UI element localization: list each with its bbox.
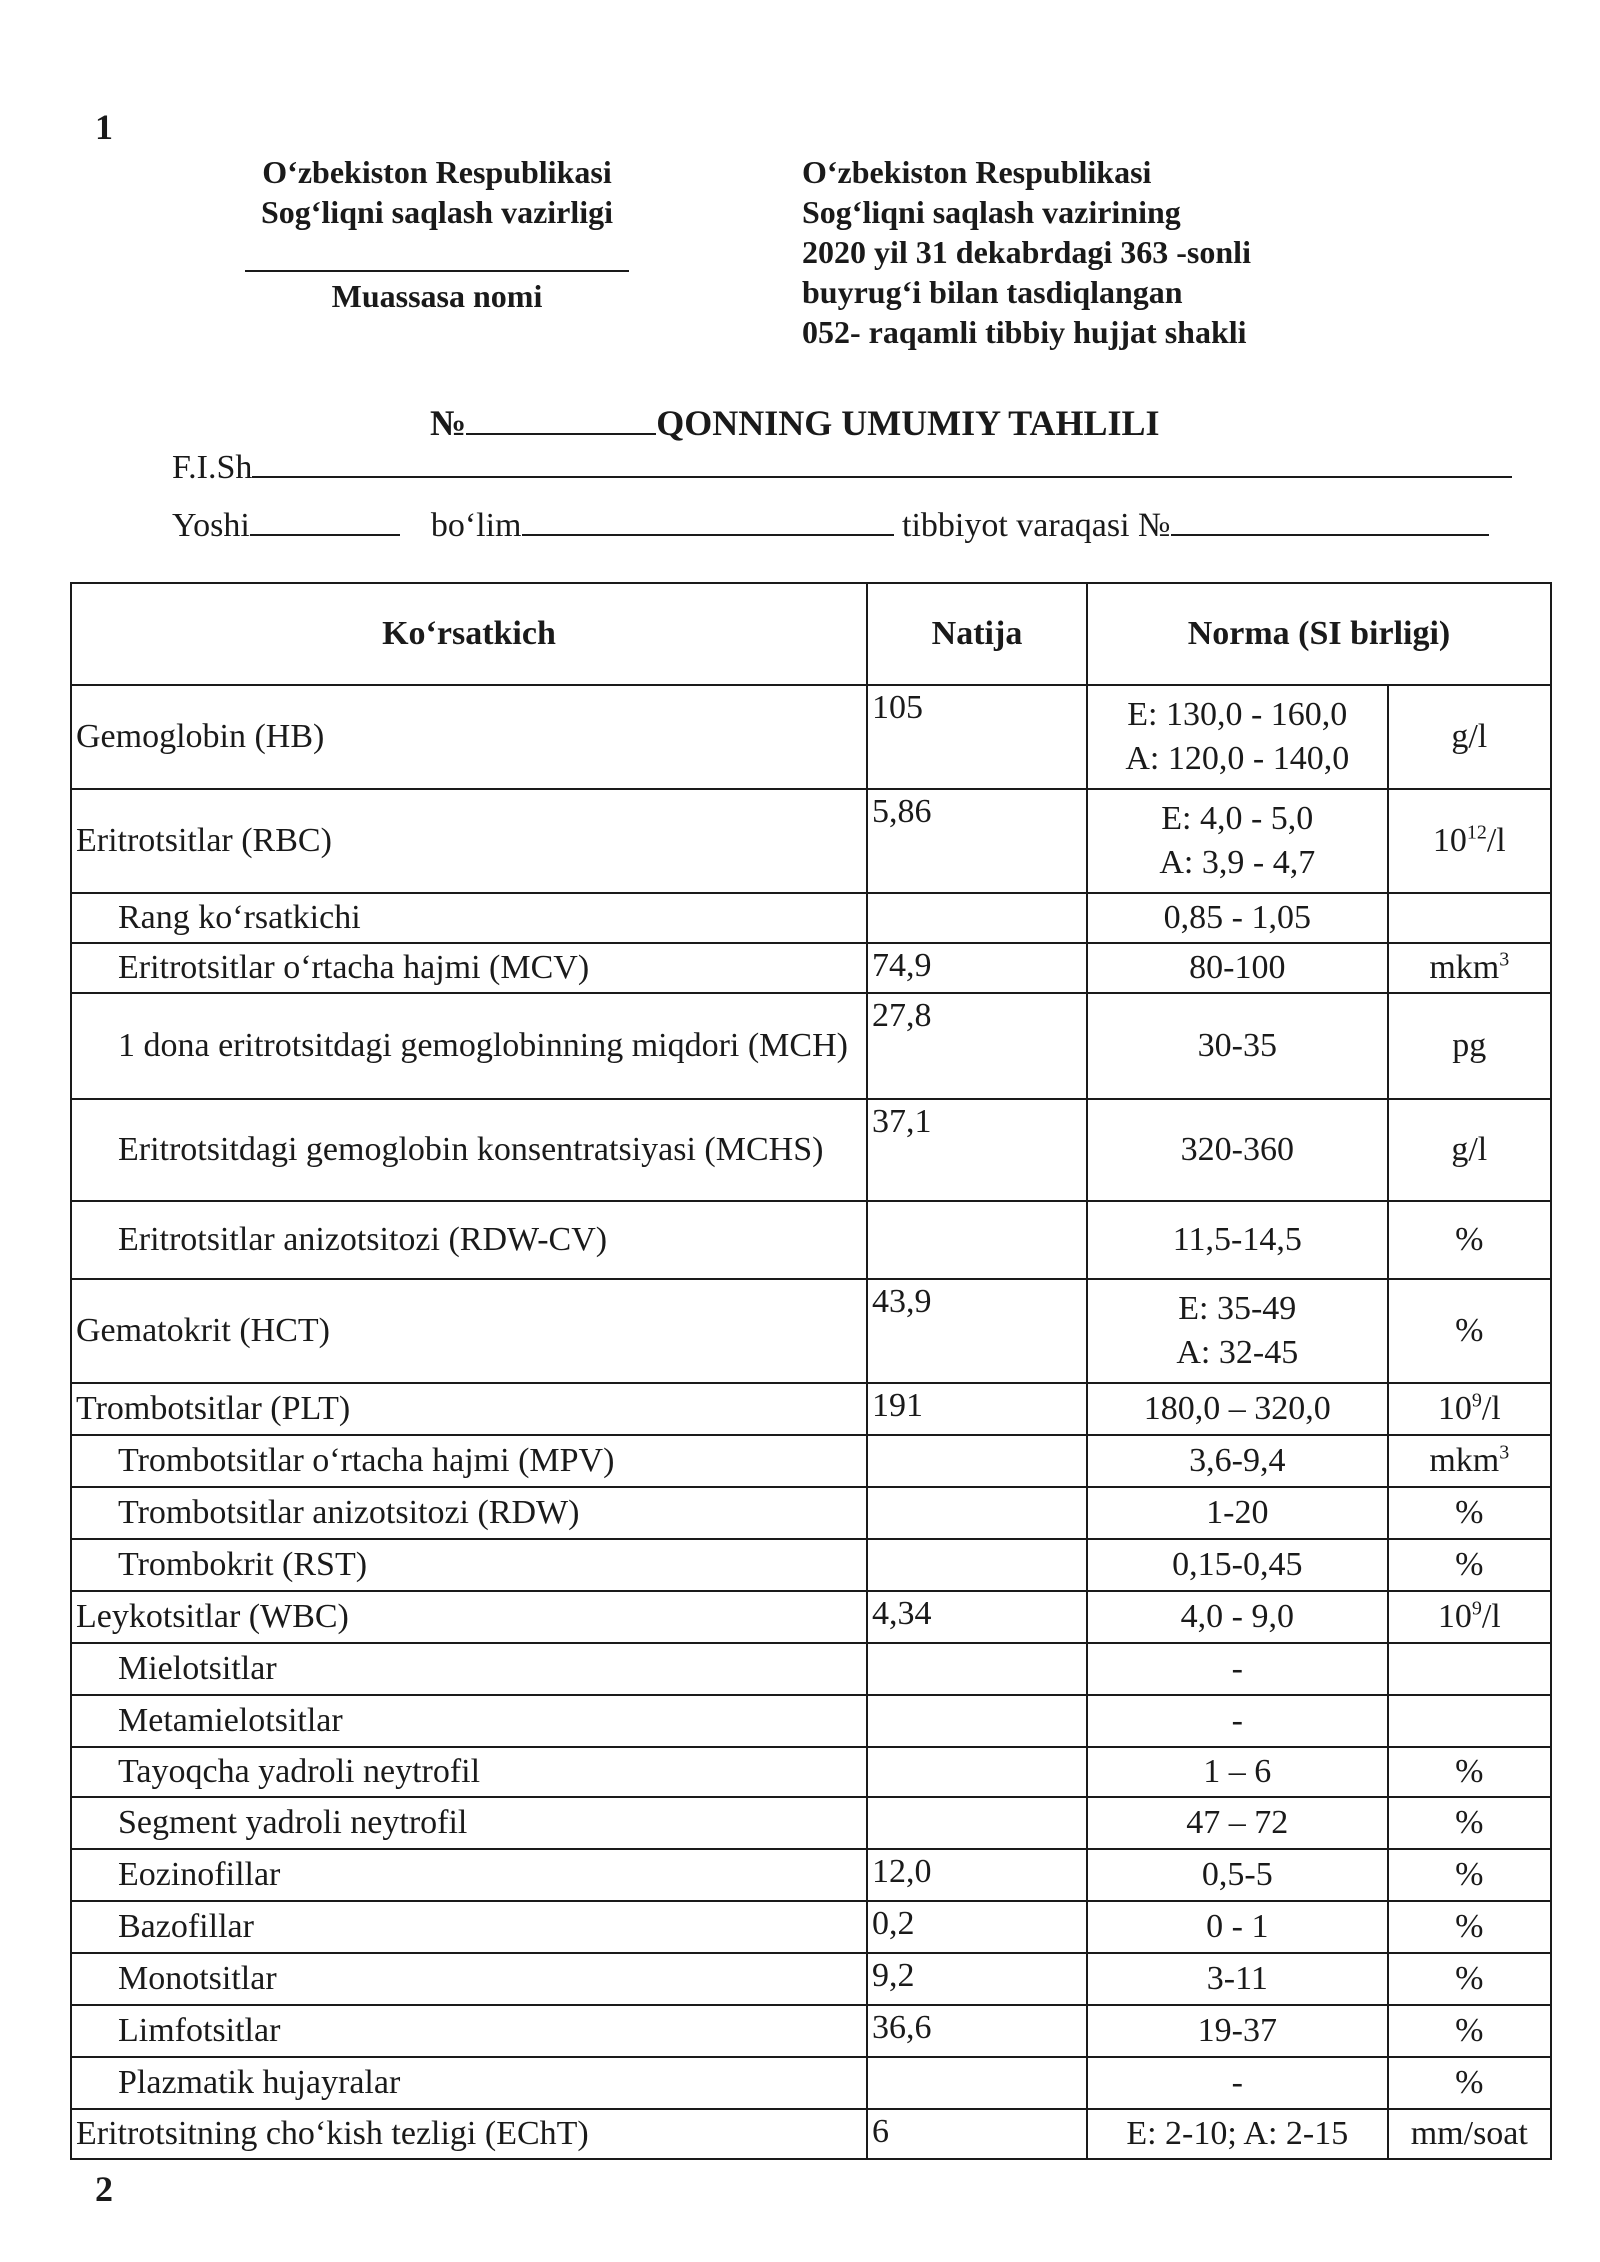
unit: %	[1388, 1953, 1551, 2005]
page-number-bottom: 2	[95, 2169, 113, 2209]
indicator-name: Segment yadroli neytrofil	[71, 1797, 867, 1849]
header-right-line1: O‘zbekiston Respublikasi	[802, 154, 1152, 190]
norm-range: 19-37	[1087, 2005, 1388, 2057]
unit: %	[1388, 1487, 1551, 1539]
norm-female: A: 3,9 - 4,7	[1159, 844, 1316, 881]
result-value[interactable]	[867, 1487, 1087, 1539]
norm-range: 11,5-14,5	[1087, 1201, 1388, 1279]
result-value[interactable]: 5,86	[867, 789, 1087, 893]
record-label: tibbiyot varaqasi №	[902, 507, 1171, 544]
norm-range: 1-20	[1087, 1487, 1388, 1539]
unit: %	[1388, 1797, 1551, 1849]
header-right-line5: 052- raqamli tibbiy hujjat shakli	[802, 314, 1247, 350]
table-row	[71, 2005, 1551, 2057]
header-indicator: Ko‘rsatkich	[71, 583, 867, 685]
table-row	[71, 1797, 1551, 1849]
norm-range: 1 – 6	[1087, 1747, 1388, 1797]
header-norm: Norma (SI birligi)	[1087, 583, 1551, 685]
header-right-line2: Sog‘liqni saqlash vazirining	[802, 194, 1181, 230]
result-value[interactable]: 6	[867, 2109, 1087, 2159]
norm-female: A: 32-45	[1176, 1334, 1299, 1371]
result-value[interactable]: 4,34	[867, 1591, 1087, 1643]
norm-range: -	[1087, 1643, 1388, 1695]
unit-exponent: 3	[1499, 948, 1510, 971]
norm-range	[1087, 685, 1388, 789]
result-value[interactable]	[867, 1643, 1087, 1695]
unit: pg	[1388, 993, 1551, 1099]
header-left-line1: O‘zbekiston Respublikasi	[262, 154, 612, 190]
norm-range: 47 – 72	[1087, 1797, 1388, 1849]
norm-range: 0 - 1	[1087, 1901, 1388, 1953]
result-value[interactable]: 0,2	[867, 1901, 1087, 1953]
indicator-name: Monotsitlar	[71, 1953, 867, 2005]
norm-range	[1087, 789, 1388, 893]
norm-male: E: 4,0 - 5,0	[1161, 800, 1314, 837]
table-row	[71, 1747, 1551, 1797]
unit-tail: /l	[1486, 822, 1506, 859]
unit-exponent: 9	[1471, 1389, 1482, 1412]
unit: %	[1388, 2057, 1551, 2109]
unit	[1388, 893, 1551, 943]
indicator-name: Eritrotsitlar o‘rtacha hajmi (MCV)	[71, 943, 867, 993]
table-row	[71, 893, 1551, 943]
result-value[interactable]: 74,9	[867, 943, 1087, 993]
indicator-name: Gemoglobin (HB)	[71, 685, 867, 789]
indicator-name: Trombotsitlar (PLT)	[71, 1383, 867, 1435]
norm-range: 4,0 - 9,0	[1087, 1591, 1388, 1643]
unit-base: 10	[1432, 822, 1467, 859]
age-field[interactable]	[250, 506, 400, 536]
unit-base: mkm	[1429, 949, 1500, 986]
unit: %	[1388, 1901, 1551, 1953]
norm-range: 0,85 - 1,05	[1087, 893, 1388, 943]
results-table	[70, 582, 1552, 2160]
norm-female: A: 120,0 - 140,0	[1125, 740, 1350, 777]
norm-range: 0,15-0,45	[1087, 1539, 1388, 1591]
table-row	[71, 1695, 1551, 1747]
norm-range: -	[1087, 2057, 1388, 2109]
result-value[interactable]: 36,6	[867, 2005, 1087, 2057]
unit-tail: /l	[1481, 1390, 1501, 1427]
unit: %	[1388, 1539, 1551, 1591]
table-row	[71, 1099, 1551, 1201]
table-row	[71, 943, 1551, 993]
result-value[interactable]	[867, 1695, 1087, 1747]
table-row	[71, 789, 1551, 893]
unit	[1388, 1643, 1551, 1695]
indicator-name: 1 dona eritrotsitdagi gemoglobinning miqdori (MCH)	[71, 993, 867, 1099]
unit-base: 10	[1437, 1390, 1472, 1427]
unit: %	[1388, 1747, 1551, 1797]
page-number-top: 1	[95, 107, 113, 147]
unit: g/l	[1388, 685, 1551, 789]
result-value[interactable]: 43,9	[867, 1279, 1087, 1383]
header-right	[802, 152, 1251, 352]
indicator-name: Trombokrit (RST)	[71, 1539, 867, 1591]
table-row	[71, 1435, 1551, 1487]
table-header-row	[71, 583, 1551, 685]
unit: g/l	[1388, 1099, 1551, 1201]
unit	[1388, 943, 1551, 993]
result-value[interactable]	[867, 1797, 1087, 1849]
header-result: Natija	[867, 583, 1087, 685]
unit-base: mkm	[1429, 1442, 1500, 1479]
result-value[interactable]	[867, 2057, 1087, 2109]
result-value[interactable]	[867, 1435, 1087, 1487]
result-value[interactable]	[867, 1201, 1087, 1279]
table-row	[71, 1201, 1551, 1279]
fish-label: F.I.Sh	[172, 449, 253, 486]
unit: mm/soat	[1388, 2109, 1551, 2159]
header-left-line2: Sog‘liqni saqlash vazirligi	[260, 194, 614, 230]
unit	[1388, 789, 1551, 893]
form-title-text: QONNING UMUMIY TAHLILI	[656, 403, 1160, 443]
indicator-name: Gematokrit (HCT)	[71, 1279, 867, 1383]
norm-male: E: 130,0 - 160,0	[1127, 696, 1348, 733]
unit	[1388, 1435, 1551, 1487]
table-row	[71, 1849, 1551, 1901]
indicator-name: Metamielotsitlar	[71, 1695, 867, 1747]
unit-exponent: 9	[1471, 1597, 1482, 1620]
unit-exponent: 3	[1499, 1441, 1510, 1464]
unit: %	[1388, 1849, 1551, 1901]
fish-row	[172, 448, 1512, 487]
unit-tail: /l	[1481, 1598, 1501, 1635]
table-row	[71, 1279, 1551, 1383]
unit	[1388, 1591, 1551, 1643]
result-value[interactable]: 12,0	[867, 1849, 1087, 1901]
patient-info-row	[172, 506, 1489, 545]
table-row	[71, 1953, 1551, 2005]
institution-name-field[interactable]	[245, 250, 629, 272]
unit: %	[1388, 1201, 1551, 1279]
header-left	[242, 152, 632, 316]
indicator-name: Eritrotsitdagi gemoglobin konsentratsiyasi (MCHS)	[71, 1099, 867, 1201]
unit-base: 10	[1437, 1598, 1472, 1635]
result-value[interactable]: 27,8	[867, 993, 1087, 1099]
institution-label: Muassasa nomi	[331, 278, 543, 314]
indicator-name: Trombotsitlar o‘rtacha hajmi (MPV)	[71, 1435, 867, 1487]
unit	[1388, 1695, 1551, 1747]
norm-range: 80-100	[1087, 943, 1388, 993]
result-value[interactable]	[867, 893, 1087, 943]
indicator-name: Bazofillar	[71, 1901, 867, 1953]
table-row	[71, 1591, 1551, 1643]
table-row	[71, 1539, 1551, 1591]
norm-range: 0,5-5	[1087, 1849, 1388, 1901]
unit-exponent: 12	[1466, 821, 1487, 844]
age-label: Yoshi	[172, 507, 250, 544]
table-row	[71, 1643, 1551, 1695]
record-number-field[interactable]	[1171, 506, 1489, 536]
unit	[1388, 1383, 1551, 1435]
indicator-name: Limfotsitlar	[71, 2005, 867, 2057]
table-row	[71, 2109, 1551, 2159]
result-value[interactable]: 191	[867, 1383, 1087, 1435]
result-value[interactable]: 9,2	[867, 1953, 1087, 2005]
header-right-line4: buyrug‘i bilan tasdiqlangan	[802, 274, 1183, 310]
result-value[interactable]	[867, 1747, 1087, 1797]
result-value[interactable]	[867, 1539, 1087, 1591]
indicator-name: Eritrotsitning cho‘kish tezligi (EChT)	[71, 2109, 867, 2159]
table-row	[71, 1383, 1551, 1435]
number-sign: №	[430, 403, 467, 443]
unit: %	[1388, 1279, 1551, 1383]
norm-range: E: 2-10; A: 2-15	[1087, 2109, 1388, 2159]
fish-field[interactable]	[252, 448, 1512, 478]
indicator-name: Eritrotsitlar anizotsitozi (RDW-CV)	[71, 1201, 867, 1279]
norm-range: 30-35	[1087, 993, 1388, 1099]
header-right-line3: 2020 yil 31 dekabrdagi 363 -sonli	[802, 234, 1251, 270]
result-value[interactable]: 105	[867, 685, 1087, 789]
norm-range: 3,6-9,4	[1087, 1435, 1388, 1487]
norm-range	[1087, 1279, 1388, 1383]
result-value[interactable]: 37,1	[867, 1099, 1087, 1201]
department-field[interactable]	[522, 506, 894, 536]
indicator-name: Plazmatik hujayralar	[71, 2057, 867, 2109]
form-title	[430, 402, 1160, 444]
unit: %	[1388, 2005, 1551, 2057]
table-row	[71, 1901, 1551, 1953]
indicator-name: Leykotsitlar (WBC)	[71, 1591, 867, 1643]
indicator-name: Eritrotsitlar (RBC)	[71, 789, 867, 893]
table-row	[71, 685, 1551, 789]
table-row	[71, 993, 1551, 1099]
indicator-name: Mielotsitlar	[71, 1643, 867, 1695]
indicator-name: Rang ko‘rsatkichi	[71, 893, 867, 943]
norm-male: E: 35-49	[1178, 1290, 1297, 1327]
norm-range: 320-360	[1087, 1099, 1388, 1201]
indicator-name: Trombotsitlar anizotsitozi (RDW)	[71, 1487, 867, 1539]
department-label: bo‘lim	[430, 507, 522, 544]
form-number-field[interactable]	[466, 403, 656, 435]
norm-range: 3-11	[1087, 1953, 1388, 2005]
indicator-name: Tayoqcha yadroli neytrofil	[71, 1747, 867, 1797]
table-row	[71, 1487, 1551, 1539]
table-row	[71, 2057, 1551, 2109]
norm-range: 180,0 – 320,0	[1087, 1383, 1388, 1435]
norm-range: -	[1087, 1695, 1388, 1747]
indicator-name: Eozinofillar	[71, 1849, 867, 1901]
